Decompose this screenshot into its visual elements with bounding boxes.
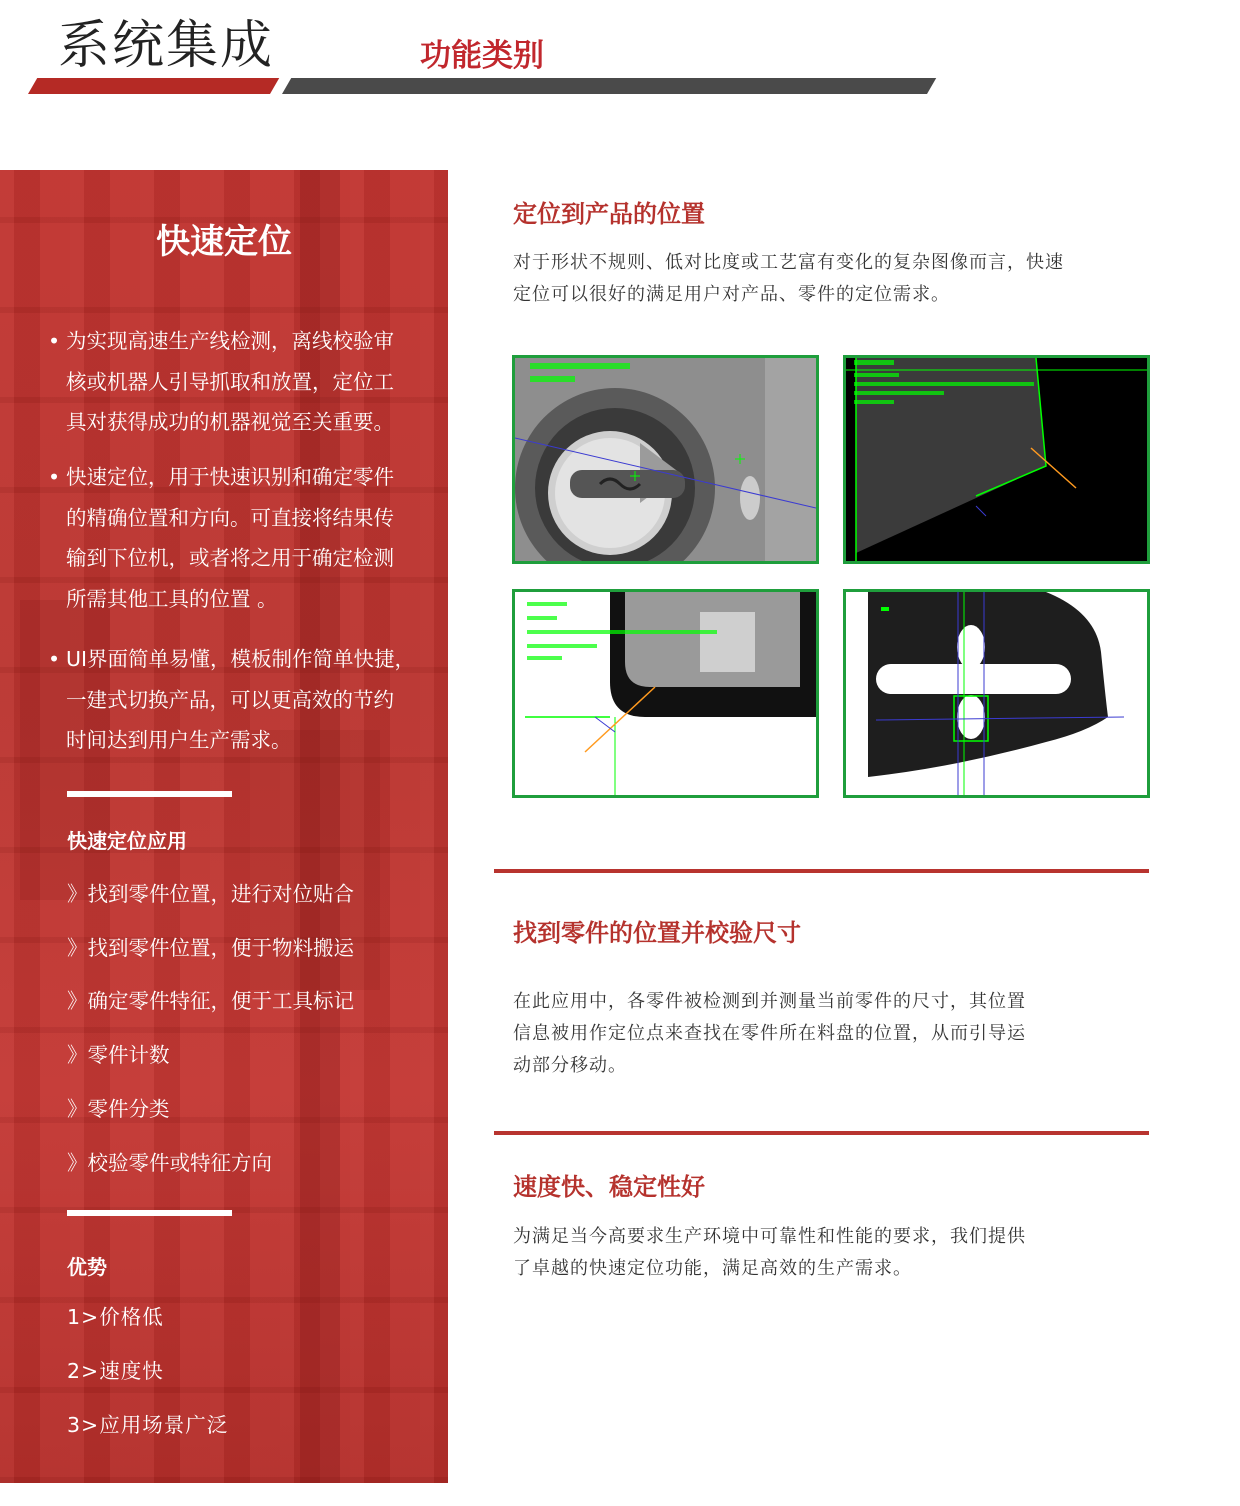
feature-side-panel xyxy=(0,170,448,1483)
advantage-item: 2>速度快 xyxy=(67,1359,164,1383)
bullet-marker: • xyxy=(48,329,61,353)
bullet-line: 快速定位，用于快速识别和确定零件 xyxy=(66,465,394,489)
bullet-line: UI界面简单易懂，模板制作简单快捷， xyxy=(66,647,416,671)
section-title: 定位到产品的位置 xyxy=(513,200,705,228)
bullet-line: 输到下位机，或者将之用于确定检测 xyxy=(66,546,394,570)
bullet-line: 核或机器人引导抓取和放置，定位工 xyxy=(66,369,394,394)
advantage-item: 1>价格低 xyxy=(67,1305,164,1329)
header-accent-bar-red xyxy=(28,78,279,94)
feature-bullet xyxy=(48,457,443,619)
application-item: 》找到零件位置，进行对位贴合 xyxy=(67,882,354,906)
feature-bullet xyxy=(48,639,443,761)
dark-edge-locator-image xyxy=(843,355,1150,564)
application-item: 》零件分类 xyxy=(67,1097,170,1121)
bullet-marker: • xyxy=(48,465,61,489)
saw-blade-locator-image xyxy=(843,589,1150,798)
feature-bullet xyxy=(48,321,443,443)
brand-title: 系统集成 xyxy=(58,16,275,76)
bullet-marker: • xyxy=(48,647,61,671)
bullet-line: 的精确位置和方向。可直接将结果传 xyxy=(66,505,394,530)
advantage-item: 3>应用场景广泛 xyxy=(67,1413,229,1437)
section-body-line: 为满足当今高要求生产环境中可靠性和性能的要求，我们提供 xyxy=(513,1226,1026,1247)
corner-locator-image xyxy=(512,589,819,798)
section-divider xyxy=(494,869,1149,873)
section-divider xyxy=(67,1210,232,1216)
panel-title: 快速定位 xyxy=(156,222,292,262)
bullet-line: 一建式切换产品，可以更高效的节约 xyxy=(66,687,394,712)
section-body xyxy=(513,1221,1153,1285)
section-divider xyxy=(67,791,232,797)
category-title: 功能类别 xyxy=(420,38,544,74)
application-item: 》零件计数 xyxy=(67,1043,170,1067)
application-item: 》确定零件特征，便于工具标记 xyxy=(67,989,354,1013)
bullet-line: 具对获得成功的机器视觉至关重要。 xyxy=(66,410,394,434)
application-item: 》校验零件或特征方向 xyxy=(67,1151,272,1175)
section-body-line: 动部分移动。 xyxy=(513,1055,627,1076)
applications-heading: 快速定位应用 xyxy=(67,829,187,853)
section-divider xyxy=(494,1131,1149,1135)
advantages-heading: 优势 xyxy=(67,1255,107,1279)
bullet-line: 为实现高速生产线检测，离线校验审 xyxy=(66,329,394,353)
section-title: 速度快、稳定性好 xyxy=(513,1173,705,1201)
section-body xyxy=(513,986,1153,1082)
section-body xyxy=(513,247,1153,311)
section-body-line: 了卓越的快速定位功能，满足高效的生产需求。 xyxy=(513,1258,912,1279)
header-accent-bar-gray xyxy=(282,78,936,94)
bullet-line: 时间达到用户生产需求。 xyxy=(66,728,292,752)
section-body-line: 定位可以很好的满足用户对产品、零件的定位需求。 xyxy=(513,284,950,305)
bullet-line: 所需其他工具的位置 。 xyxy=(66,586,278,611)
application-item: 》找到零件位置，便于物料搬运 xyxy=(67,936,354,960)
gray-part-locator-image xyxy=(512,355,819,564)
section-title: 找到零件的位置并校验尺寸 xyxy=(513,919,801,947)
section-body-line: 对于形状不规则、低对比度或工艺富有变化的复杂图像而言，快速 xyxy=(513,252,1064,273)
section-body-line: 在此应用中，各零件被检测到并测量当前零件的尺寸，其位置 xyxy=(513,991,1026,1012)
section-body-line: 信息被用作定位点来查找在零件所在料盘的位置，从而引导运 xyxy=(513,1023,1026,1044)
